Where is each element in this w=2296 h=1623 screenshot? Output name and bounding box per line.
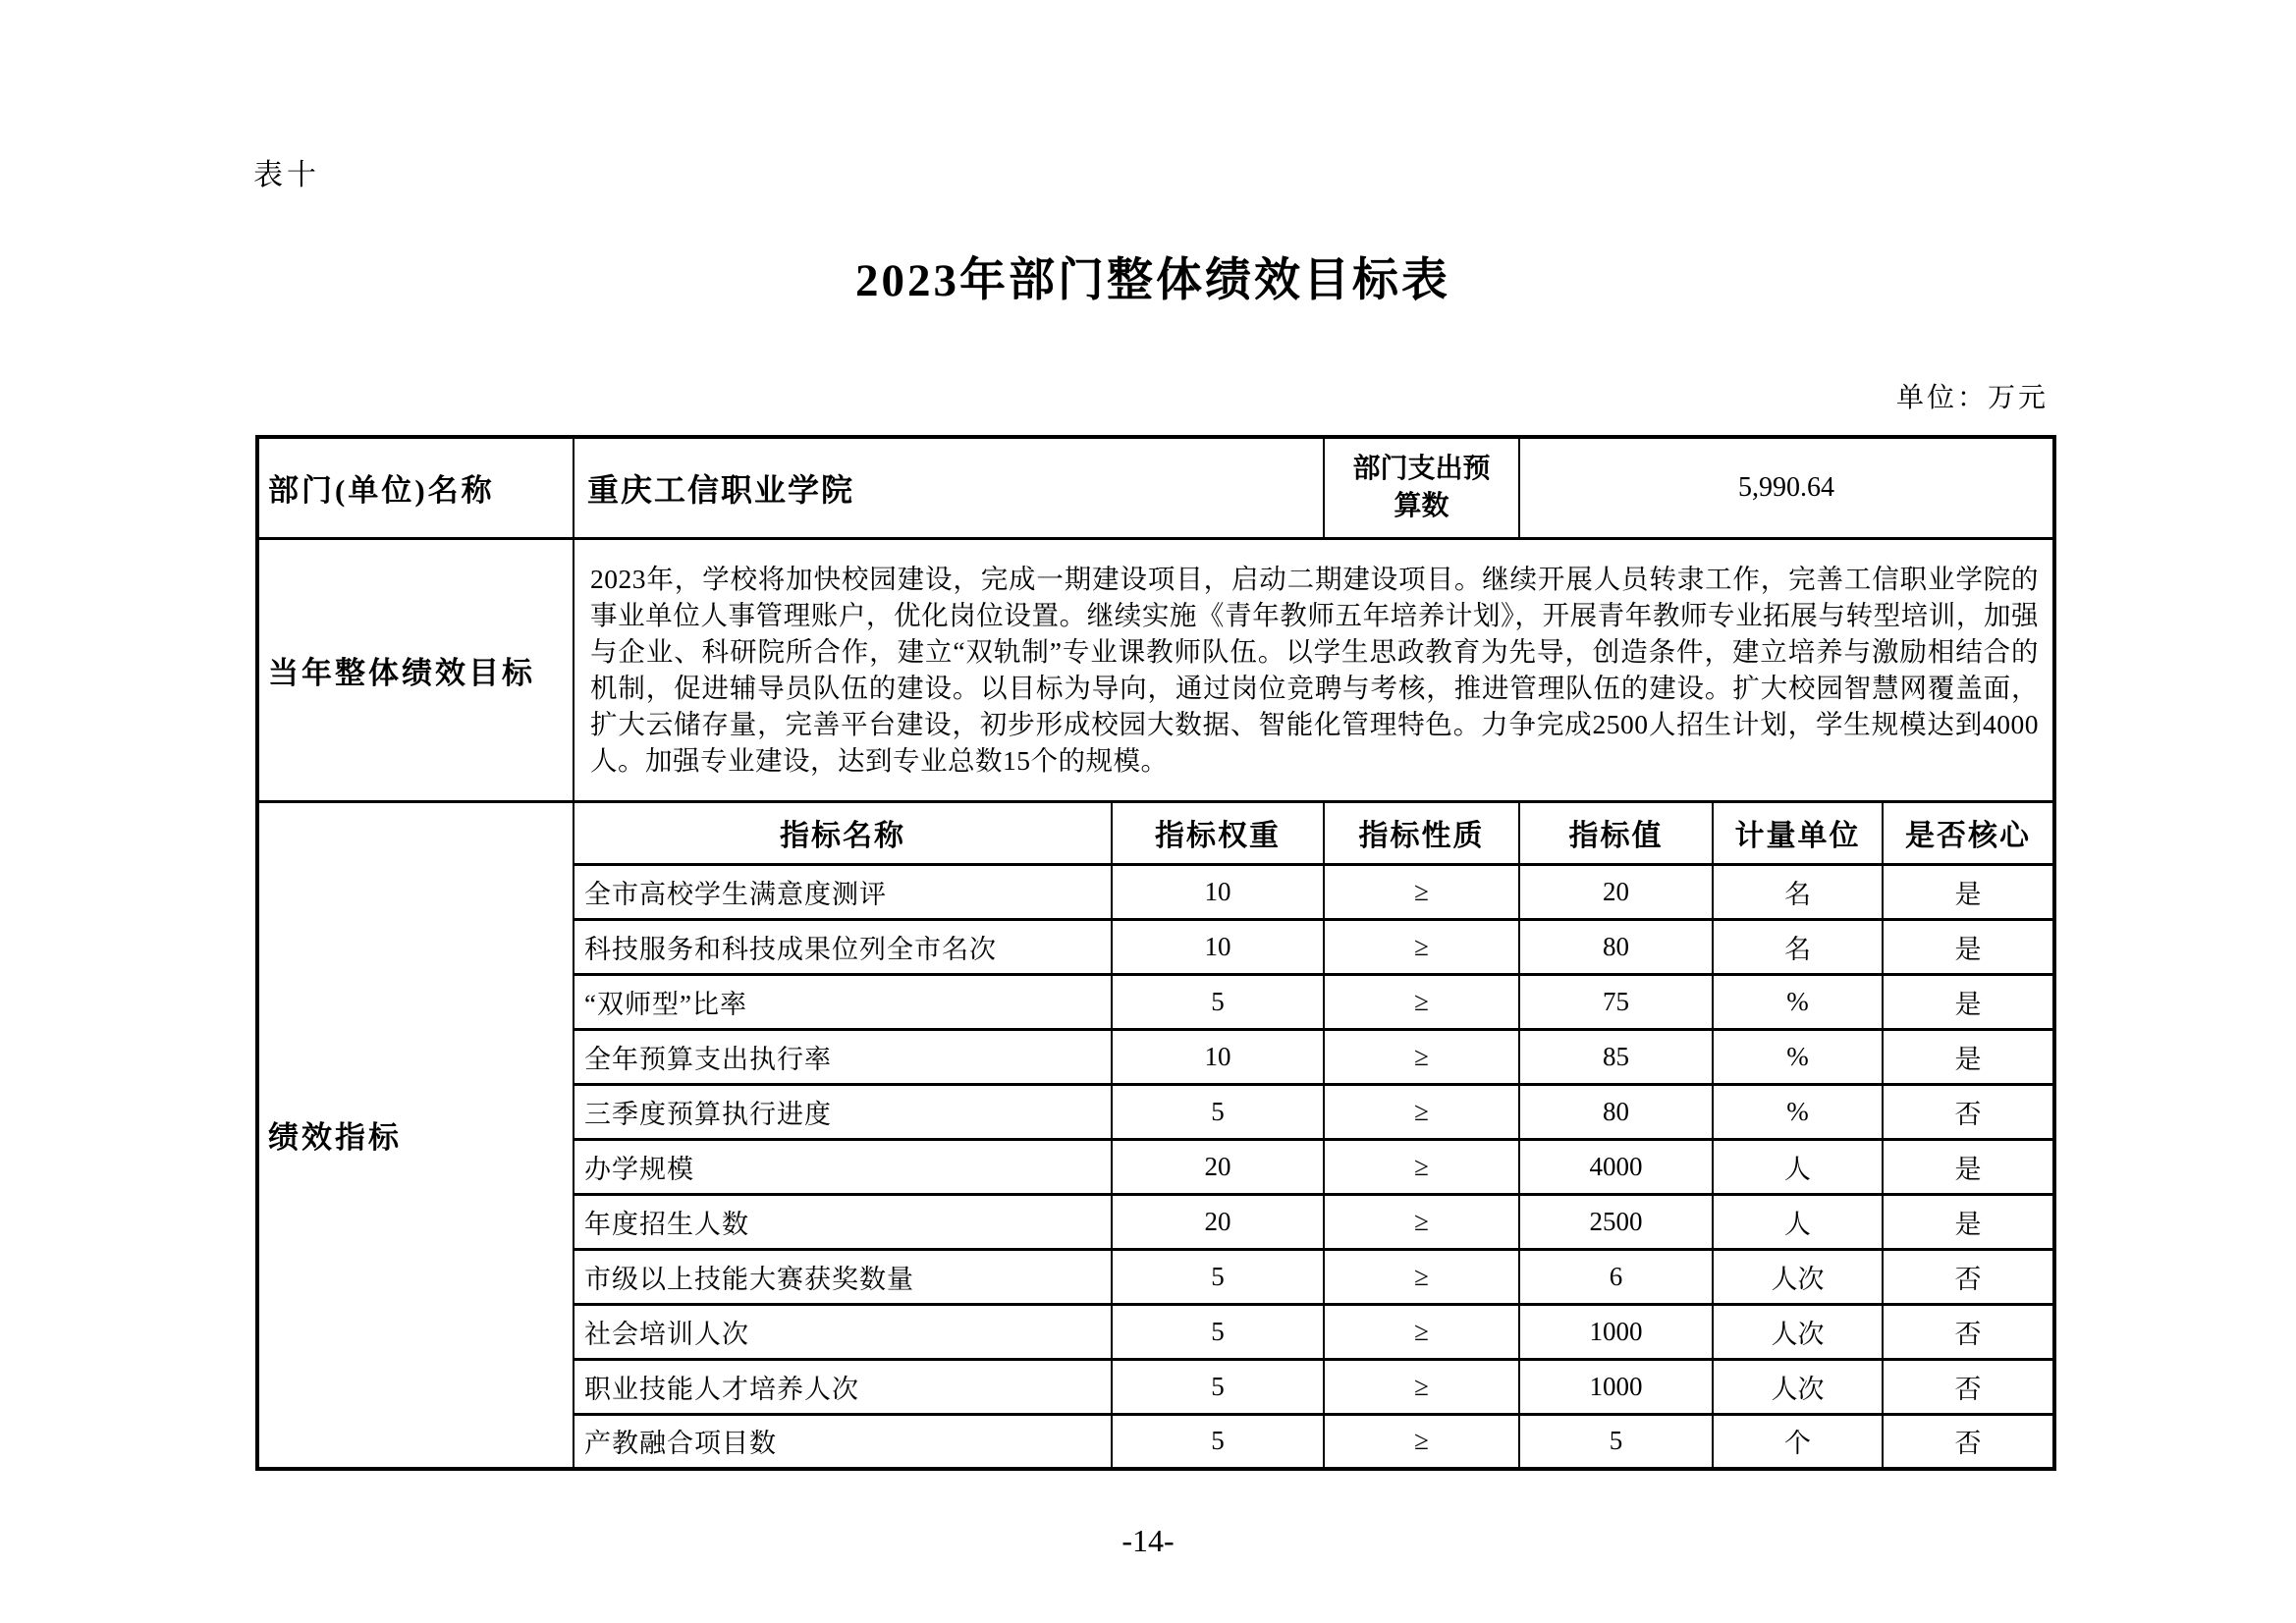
- indicator-nature: ≥: [1324, 1139, 1519, 1194]
- indicator-nature: ≥: [1324, 1359, 1519, 1414]
- indicator-nature: ≥: [1324, 974, 1519, 1029]
- indicator-name: 产教融合项目数: [574, 1414, 1112, 1469]
- indicator-value: 80: [1519, 919, 1713, 974]
- indicator-nature: ≥: [1324, 1029, 1519, 1084]
- indicator-nature: ≥: [1324, 864, 1519, 919]
- indicator-weight: 10: [1112, 919, 1324, 974]
- unit-note: 单位：万元: [1895, 383, 2049, 413]
- annual-goal-text: 2023年，学校将加快校园建设，完成一期建设项目，启动二期建设项目。继续开展人员转隶工作，完善工信职业学院的事业单位人事管理账户，优化岗位设置。继续实施《青年教师五年培养计划》，开展青年教师专业拓展与转型培训，加强与企业、科研院所合作，建立“双轨制”专业课教师队伍。以学生思政教育为先导，创造条件，建立培养与激励相结合的机制，促进辅导员队伍的建设。以目标为导向，通过岗位竞聘与考核，推进管理队伍的建设。扩大校园智慧网覆盖面，扩大云储存量，完善平台建设，初步形成校园大数据、智能化管理特色。力争完成2500人招生计划，学生规模达到4000人。加强专业建设，达到专业总数15个的规模。: [574, 538, 2054, 801]
- indicator-name: 三季度预算执行进度: [574, 1084, 1112, 1139]
- indicator-value: 1000: [1519, 1359, 1713, 1414]
- indicator-core: 是: [1883, 974, 2054, 1029]
- performance-target-table: [255, 435, 2056, 1471]
- table-row: [257, 538, 2054, 801]
- indicator-unit: 人次: [1713, 1249, 1883, 1304]
- header-indicator-weight: 指标权重: [1112, 801, 1324, 864]
- indicator-name: 办学规模: [574, 1139, 1112, 1194]
- header-indicator-nature: 指标性质: [1324, 801, 1519, 864]
- table-row: [257, 437, 2054, 538]
- indicator-name: 职业技能人才培养人次: [574, 1359, 1112, 1414]
- indicator-value: 5: [1519, 1414, 1713, 1469]
- indicator-weight: 10: [1112, 1029, 1324, 1084]
- header-indicator-name: 指标名称: [574, 801, 1112, 864]
- budget-value: 5,990.64: [1519, 437, 2054, 538]
- indicator-weight: 10: [1112, 864, 1324, 919]
- indicator-unit: 名: [1713, 919, 1883, 974]
- dept-name-value: 重庆工信职业学院: [574, 437, 1324, 538]
- indicators-section-label: 绩效指标: [257, 801, 574, 1469]
- indicator-value: 4000: [1519, 1139, 1713, 1194]
- indicator-weight: 5: [1112, 1414, 1324, 1469]
- indicator-name: 全年预算支出执行率: [574, 1029, 1112, 1084]
- indicator-value: 75: [1519, 974, 1713, 1029]
- indicator-weight: 20: [1112, 1139, 1324, 1194]
- indicator-value: 80: [1519, 1084, 1713, 1139]
- indicator-nature: ≥: [1324, 1414, 1519, 1469]
- indicator-value: 1000: [1519, 1304, 1713, 1359]
- dept-name-label: 部门(单位)名称: [257, 437, 574, 538]
- indicator-unit: %: [1713, 1029, 1883, 1084]
- page-number: -14-: [1121, 1523, 1175, 1558]
- indicator-unit: 人次: [1713, 1359, 1883, 1414]
- indicator-core: 否: [1883, 1359, 2054, 1414]
- indicator-name: 市级以上技能大赛获奖数量: [574, 1249, 1112, 1304]
- indicator-nature: ≥: [1324, 1194, 1519, 1249]
- indicator-weight: 5: [1112, 1249, 1324, 1304]
- indicator-core: 是: [1883, 864, 2054, 919]
- indicator-unit: 人: [1713, 1139, 1883, 1194]
- indicator-nature: ≥: [1324, 1084, 1519, 1139]
- indicator-core: 是: [1883, 1029, 2054, 1084]
- indicator-weight: 5: [1112, 974, 1324, 1029]
- header-measure-unit: 计量单位: [1713, 801, 1883, 864]
- indicator-name: 全市高校学生满意度测评: [574, 864, 1112, 919]
- table-number-label: 表十: [253, 159, 320, 191]
- indicator-value: 85: [1519, 1029, 1713, 1084]
- indicator-value: 2500: [1519, 1194, 1713, 1249]
- indicator-core: 否: [1883, 1414, 2054, 1469]
- indicator-name: 年度招生人数: [574, 1194, 1112, 1249]
- indicator-core: 否: [1883, 1084, 2054, 1139]
- indicator-weight: 5: [1112, 1304, 1324, 1359]
- indicator-unit: %: [1713, 1084, 1883, 1139]
- indicator-nature: ≥: [1324, 919, 1519, 974]
- indicator-weight: 20: [1112, 1194, 1324, 1249]
- indicator-weight: 5: [1112, 1084, 1324, 1139]
- indicator-unit: 个: [1713, 1414, 1883, 1469]
- indicator-value: 6: [1519, 1249, 1713, 1304]
- indicator-core: 是: [1883, 919, 2054, 974]
- indicator-unit: 人次: [1713, 1304, 1883, 1359]
- indicator-nature: ≥: [1324, 1304, 1519, 1359]
- page-title: 2023年部门整体绩效目标表: [855, 255, 1450, 306]
- indicator-name: 科技服务和科技成果位列全市名次: [574, 919, 1112, 974]
- indicator-core: 是: [1883, 1194, 2054, 1249]
- indicator-unit: %: [1713, 974, 1883, 1029]
- indicator-core: 是: [1883, 1139, 2054, 1194]
- header-is-core: 是否核心: [1883, 801, 2054, 864]
- annual-goal-label: 当年整体绩效目标: [257, 538, 574, 801]
- indicator-unit: 人: [1713, 1194, 1883, 1249]
- budget-label: 部门支出预算数: [1324, 437, 1519, 538]
- indicator-unit: 名: [1713, 864, 1883, 919]
- indicator-value: 20: [1519, 864, 1713, 919]
- indicator-core: 否: [1883, 1304, 2054, 1359]
- indicator-weight: 5: [1112, 1359, 1324, 1414]
- indicator-name: 社会培训人次: [574, 1304, 1112, 1359]
- indicator-header-row: [257, 801, 2054, 864]
- indicator-name: “双师型”比率: [574, 974, 1112, 1029]
- indicator-nature: ≥: [1324, 1249, 1519, 1304]
- header-indicator-value: 指标值: [1519, 801, 1713, 864]
- indicator-core: 否: [1883, 1249, 2054, 1304]
